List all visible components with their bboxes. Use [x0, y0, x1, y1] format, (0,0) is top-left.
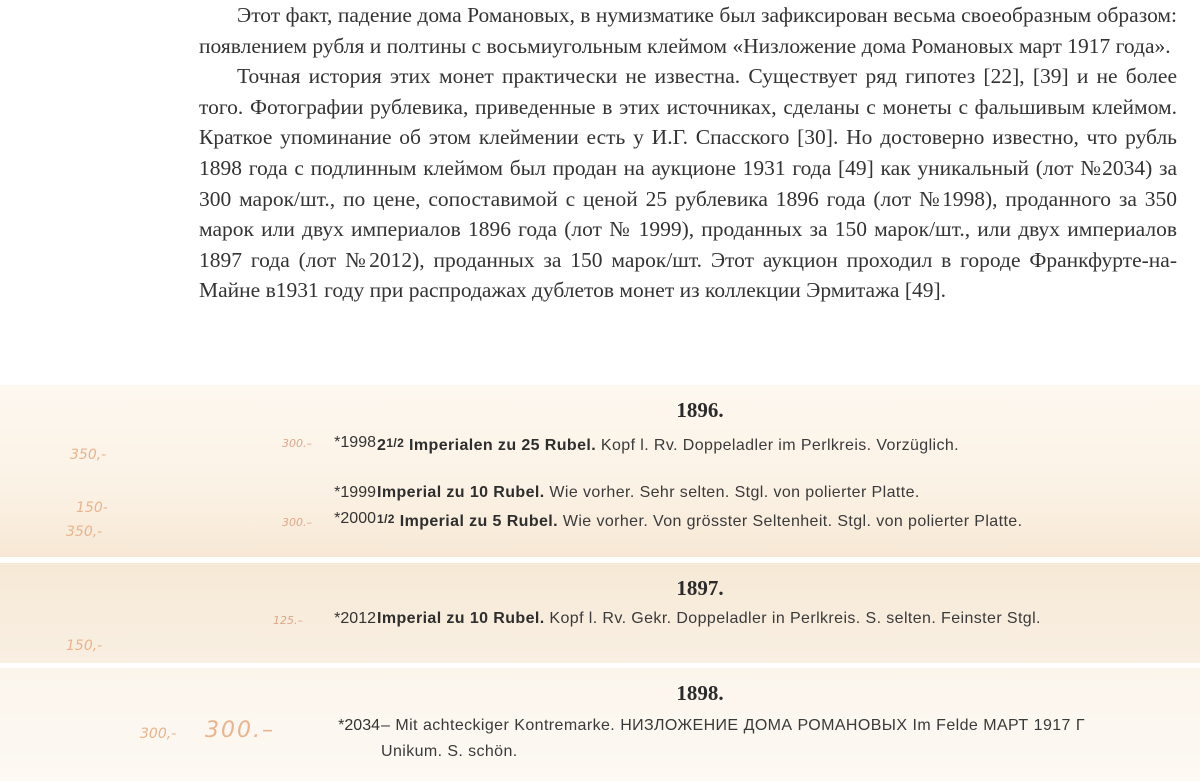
year-heading-1898: 1898.: [676, 681, 724, 705]
paragraph-1: Этот факт, падение дома Романовых, в нумизматике был зафиксирован весьма своеобразным образом: появлением рубля и полтины с восьмиугольным клеймом «Низложение дома Романовых март 1917 года».: [199, 3, 1177, 58]
lot-description-2000: [377, 506, 1089, 535]
year-heading-1896: 1896.: [676, 398, 724, 422]
lot-number-2012: *2012: [334, 610, 376, 627]
pencil-note-2012: 150,-: [66, 638, 103, 654]
lot-title-2012: Imperial zu 10 Rubel.: [377, 610, 545, 627]
lot-title-2000-frac: 1/2: [377, 512, 395, 526]
catalog-clip-1898: [0, 668, 1200, 781]
pencil-note-2000: 350,-: [66, 524, 103, 540]
lot-description-1998: [377, 430, 1089, 459]
lot-number-2034: *2034: [338, 717, 380, 734]
pencil-note-2034-small: 300,-: [140, 726, 177, 742]
lot-title-1998-frac: 1/2: [386, 436, 405, 450]
pencil-note-2034-large: 300.–: [205, 718, 275, 743]
lot-number-2000: *2000: [334, 510, 376, 527]
lot-text-1998: Kopf l. Rv. Doppeladler im Perlkreis. Vorzüglich.: [596, 437, 960, 454]
price-note-2000: 300.–: [282, 516, 312, 529]
lot-title-1999: Imperial zu 10 Rubel.: [377, 484, 545, 501]
price-note-1998: 300.–: [282, 437, 312, 450]
lot-text-2000: Wie vorher. Von grösster Seltenheit. Stgl. von polierter Platte.: [558, 513, 1023, 530]
lot-title-2000: [377, 513, 558, 530]
lot-title-2000-text: Imperial zu 5 Rubel.: [394, 513, 558, 530]
lot-number-1998: *1998: [334, 434, 376, 451]
price-note-2012: 125.–: [273, 614, 303, 627]
lot-text-2034: – Mit achteckiger Kontremarke. НИЗЛОЖЕНИЕ ДОМА РОМАНОВЫХ Im Felde МАРТ 1917 Г Unikum. S. schön.: [381, 717, 1085, 760]
lot-text-1999: Wie vorher. Sehr selten. Stgl. von polierter Platte.: [544, 484, 920, 501]
lot-title-1998-a: 2: [377, 437, 387, 454]
lot-description-1999: [377, 480, 1089, 506]
lot-description-2012: [377, 606, 1089, 632]
lot-description-2034: [381, 713, 1085, 765]
lot-number-1999: *1999: [334, 484, 376, 501]
article-text: [199, 0, 1177, 306]
lot-text-2012: Kopf l. Rv. Gekr. Doppeladler in Perlkreis. S. selten. Feinster Stgl.: [544, 610, 1041, 627]
pencil-note-1999: 150-: [76, 500, 108, 516]
catalog-clip-1896: [0, 385, 1200, 557]
catalog-clip-1897: [0, 563, 1200, 663]
lot-title-1998-b: Imperialen zu 25 Rubel.: [404, 437, 597, 454]
pencil-note-1998: 350,-: [70, 447, 107, 463]
year-heading-1897: 1897.: [676, 576, 724, 600]
paragraph-2: Точная история этих монет практически не известна. Существует ряд гипотез [22], [39] и не более того. Фотографии рублевика, приведенные в этих источниках, сделаны с монеты с фальшивым клеймом. Краткое упоминание об этом клеймении есть у И.Г. Спасского [30]. Но достоверно известно, что рубль 1898 года с подлинным клеймом был продан на аукционе 1931 года [49] как уникальный (лот №2034) за 300 марок/шт., по цене, сопоставимой с ценой 25 рублевика 1896 года (лот №1998), проданного за 350 марок или двух империалов 1896 года (лот № 1999), проданных за 150 марок/шт., или двух империалов 1897 года (лот №2012), проданных за 150 марок/шт. Этот аукцион проходил в городе Франкфурте-на-Майне в1931 году при распродажах дублетов монет из коллекции Эрмитажа [49].: [199, 64, 1177, 303]
lot-title-1998: [377, 437, 596, 454]
